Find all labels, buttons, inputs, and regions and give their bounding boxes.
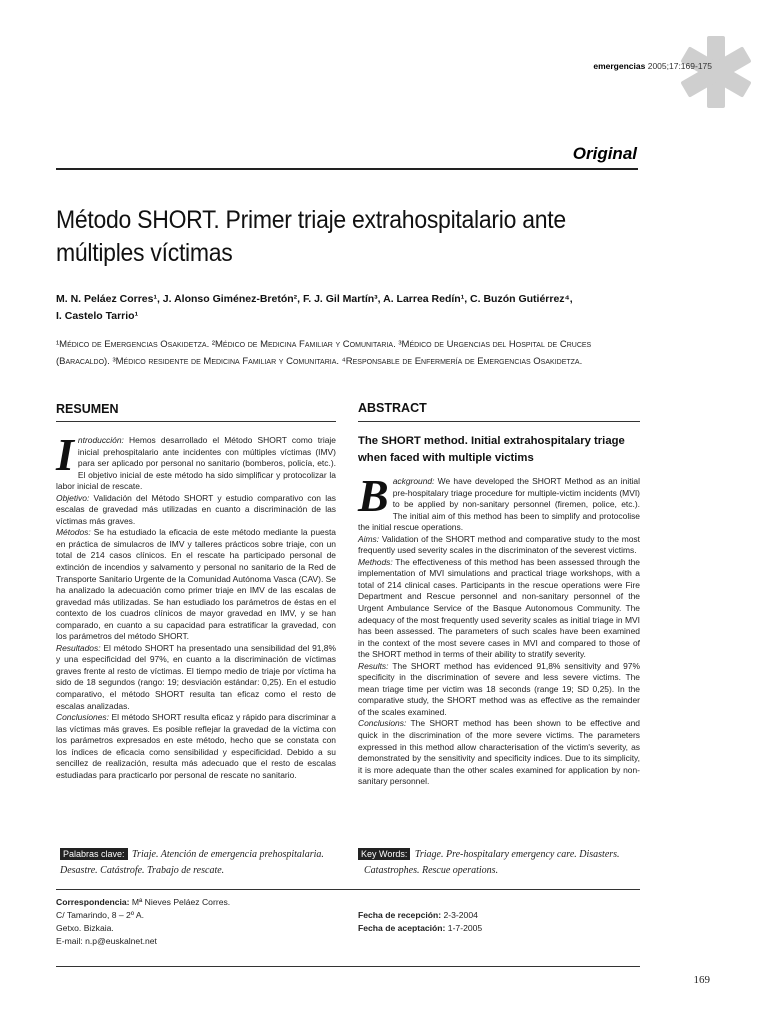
text: The SHORT method has been shown to be effective and quick in the discrimination of the more severe victims. The parameters expressed in this method allow characterisation of the victim's severity, as demonstrated by the sensitivity and specificity indices. Due to its simplicity, it is more adequate than the other scales examined for application by non-sanitary personnel. [358,718,640,787]
abstract-rule [358,421,640,422]
label: Methods: [358,556,393,567]
keywords-line: Desastre. Catástrofe. Trabajo de rescate. [60,865,225,876]
bottom-rule [56,966,640,967]
text: Hemos desarrollado el Método SHORT como triaje inicial prehospitalario ante incidentes con múltiples víctimas (IMV) para ser aplicado por personal no sanitario (bomberos, policía, etc.). El objetivo inicial de este método ha sido simplificar y protocolizar la labor inicial de rescate. [56,435,336,492]
resumen-heading: RESUMEN [56,402,119,416]
paragraph [358,718,640,787]
section-rule [56,168,638,170]
keywords-text: Triaje. Atención de emergencia prehospitalaria. [129,849,324,860]
label: Aims: [358,533,380,544]
text: The SHORT method has evidenced 91,8% sensitivity and 97% specificity in the discrimination of severe and less severe victims. The mean triage time per victim was 18 seconds (range 19; SD 0,25). In the comparative study, the SHORT method was as effective as the remainder of the scales examined. [358,660,640,717]
received-value: 2-3-2004 [441,910,478,920]
paragraph [56,643,336,712]
authors-line: M. N. Peláez Corres¹, J. Alonso Giménez-Bretón², F. J. Gil Martín³, A. Larrea Redín¹, C. Buzón Gutiérrez⁴, [56,293,573,305]
received-line [358,909,648,922]
dropcap: B [358,470,389,521]
journal-name: emergencias [593,61,646,71]
text: El método SHORT ha presentado una sensibilidad del 91,8% y una especificidad del 97%, en cuanto a la discriminación de víctimas graves frente al resto de víctimas. El tiempo medio de triaje por víctima ha sido de 18 segundos (rango: 19; desviación estándar: 0,25). En el estudio comparativo, el método SHORT resulta tan eficaz como el resto de escalas analizadas. [56,642,336,711]
abstract-body [358,470,640,788]
label: Results: [358,660,389,671]
authors-line: I. Castelo Tarrio¹ [56,310,139,322]
corr-line [56,896,346,909]
article-title [56,204,571,270]
correspondence [56,896,346,948]
subtitle-line: The SHORT method. Initial extrahospitalary triage [358,435,625,447]
resumen-keywords [60,846,345,879]
asterisk-star-icon [680,36,752,108]
footer-rule [56,889,640,890]
text: El método SHORT resulta eficaz y rápido para discriminar a las víctimas más graves. Es posible reflejar la gravedad de la víctima con los parámetros expresados en este método, hecho que se constata con los índices de eficacia como sensibilidad y especificidad. Debido a su sencillez de realización, resulta más adecuado que el resto de escalas estudiadas para practicarlo por personal de rescate no sanitario. [56,712,336,780]
label: ntroducción: [77,435,124,445]
keywords-line: Catastrophes. Rescue operations. [364,865,499,876]
title-line: múltiples víctimas [56,239,233,267]
corr-street: C/ Tamarindo, 8 – 2º A. [56,910,145,920]
label: Resultados: [56,642,101,653]
text: We have developed the SHORT Method as an initial pre-hospitalary triage procedure for multiple-victim incidents (MVI) to be applied by non-sanitary personnel (firemen, police, etc.). The initial aim of this method has been to simplify and protocolise the initial rescue operations. [358,476,640,533]
section-label: Original [572,144,637,163]
subtitle-line: when faced with multiple victims [358,452,534,464]
title-line: Método SHORT. Primer triaje extrahospitalario ante [56,206,566,234]
citation: 2005;17:169-175 [647,61,712,71]
page-number: 169 [693,974,710,986]
label: Conclusions: [358,718,407,729]
resumen-body [56,429,336,781]
label: ackground: [392,476,435,486]
label: Conclusiones: [56,712,109,723]
corr-city: Getxo. Bizkaia. [56,923,114,933]
dropcap: I [56,429,74,480]
text: Se ha estudiado la eficacia de este método mediante la puesta en práctica de simulacros de IMV y talleres prácticos sobre triaje, con un total de 214 casos clínicos. En el rescate ha participado personal de extinción de incendios y salvamento y personal no sanitario de la Red de Transporte Sanitario Urgente de la Comunidad Autónoma Vasca (CAV). Se ha analizado la adecuación como primer triaje en IMV de las escalas de gravedad más utilizadas. Se han estudiado los parámetros de éstas en el contexto de los cuadros clínicos de mayor gravedad en IMV, y se han comparado, en cuanto a su capacidad para estratificar la gravedad, con los parámetros del método SHORT. [56,527,336,642]
keywords-line [358,846,648,863]
dates [358,909,648,935]
keywords-label: Palabras clave: [60,848,128,860]
keywords-text: Triage. Pre-hospitalary emergency care. Disasters. [412,849,620,860]
paragraph [56,712,336,781]
accepted-value: 1-7-2005 [445,923,483,933]
resumen-rule [56,421,336,422]
authors [56,291,656,325]
paragraph [56,429,336,493]
text: Validation of the SHORT method and comparative study to the most frequently used severity scales in the discriminaton of the severest victims. [358,533,640,556]
paragraph [56,527,336,642]
paragraph [358,470,640,534]
corr-name: Mª Nieves Peláez Corres. [129,897,231,907]
label: Objetivo: [56,492,90,503]
text: Validación del Método SHORT y estudio comparativo con las escalas de gravedad más utilizadas en cuanto a discriminación de las víctimas más graves. [56,492,336,526]
paragraph [358,557,640,661]
accepted-label: Fecha de aceptación: [358,923,446,933]
corr-email: E-mail: n.p@euskalnet.net [56,936,157,946]
abstract-keywords [358,846,648,879]
text: The effectiveness of this method has been assessed through the implementation of MVI simulations and practical triage workshops, with a total of 214 clinical cases. Participants in the rescue operations were Fire Department and Rescue personnel and non-sanitary personnel of the Urgent Ambulance Service of the Basque Autonomous Community. The adequacy of the most frequently used severity scales as initial triage in MVI has been assessed. The parameters of such scales have been examined in the context of the most severe cases in MVI and compared to those of the SHORT method in terms of their ability to stratify severity. [358,556,640,660]
paragraph [56,493,336,528]
journal-citation [593,61,712,71]
affiliations: ¹Médico de Emergencias Osakidetza. ²Médico de Medicina Familiar y Comunitaria. ³Médico de Urgencias del Hospital de Cruces (Baracaldo). ³Médico residente de Medicina Familiar y Comunitaria. ⁴Responsable de Enfermería de Emergencias Osakidetza. [56,339,592,367]
abstract-subtitle [358,433,648,467]
corr-label: Correspondencia: [56,897,130,907]
accepted-line [358,922,648,935]
received-label: Fecha de recepción: [358,910,442,920]
abstract-heading: ABSTRACT [358,401,427,415]
label: Métodos: [56,527,91,538]
keywords-line [60,846,345,863]
paragraph [358,661,640,719]
keywords-label: Key Words: [358,848,410,860]
paragraph [358,534,640,557]
